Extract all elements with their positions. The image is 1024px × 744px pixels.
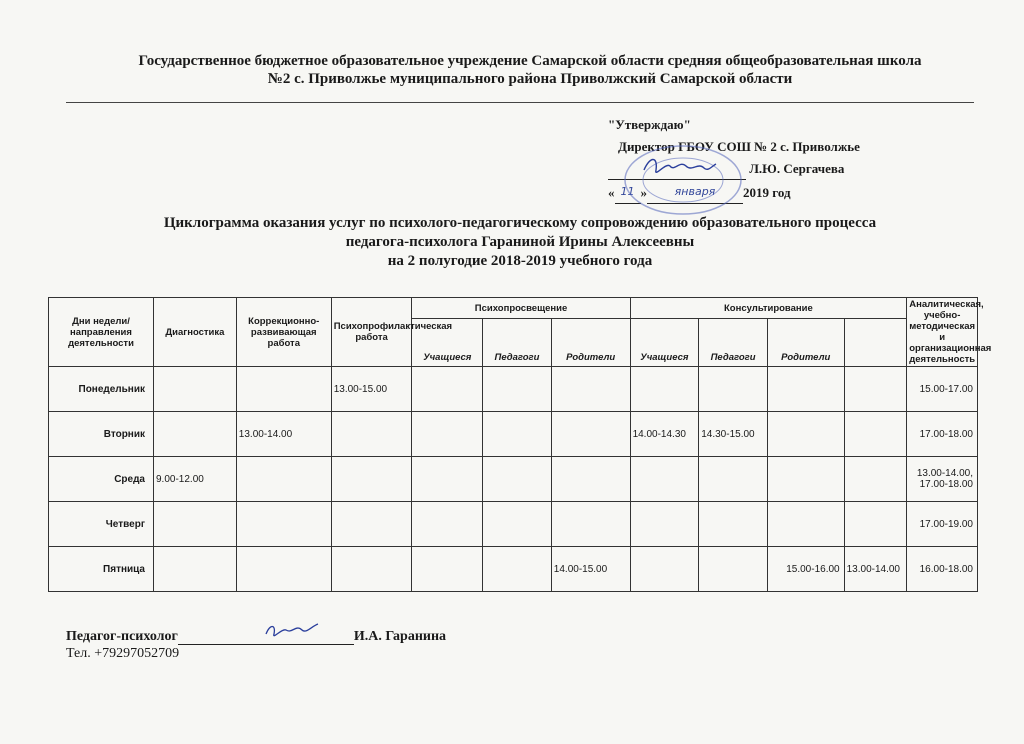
- table-cell: 15.00-16.00: [767, 547, 844, 592]
- table-cell: [331, 547, 412, 592]
- table-cell: 14.00-15.00: [551, 547, 630, 592]
- day-cell: Вторник: [49, 412, 154, 457]
- document-title: [100, 214, 940, 271]
- table-cell: 9.00-12.00: [154, 457, 237, 502]
- table-cell: 13.00-14.00: [236, 412, 331, 457]
- table-cell: [331, 502, 412, 547]
- director-title: Директор ГБОУ СОШ № 2 с. Приволжье: [618, 139, 860, 154]
- footer-block: [66, 628, 446, 662]
- table-cell: [483, 412, 552, 457]
- table-cell: [236, 502, 331, 547]
- date-open-quote: «: [608, 185, 615, 200]
- organization-header: [80, 52, 980, 88]
- header-consulting-students: Учащиеся: [630, 319, 699, 367]
- header-correction: Коррекционно-развивающая работа: [236, 298, 331, 367]
- table-cell: [630, 457, 699, 502]
- table-cell: [331, 457, 412, 502]
- footer-signature-line: [66, 628, 446, 645]
- table-cell: [412, 502, 483, 547]
- table-row: [49, 457, 978, 502]
- table-cell: 13.00-14.00, 17.00-18.00: [907, 457, 978, 502]
- table-cell: [154, 502, 237, 547]
- header-education-teachers: Педагоги: [483, 319, 552, 367]
- psychologist-signature-icon: [262, 618, 322, 642]
- date-close-quote: »: [640, 185, 647, 200]
- header-consulting-parents: Родители: [767, 319, 844, 367]
- table-row: [49, 412, 978, 457]
- approval-label: "Утверждаю": [608, 117, 691, 132]
- table-cell: [551, 502, 630, 547]
- table-cell: [236, 367, 331, 412]
- date-day: 11: [620, 185, 635, 198]
- table-cell: [483, 367, 552, 412]
- organization-line-2: №2 с. Приволжье муниципального района Приволжский Самарской области: [267, 71, 793, 87]
- table-cell: [154, 547, 237, 592]
- table-cell: [699, 457, 768, 502]
- table-cell: [154, 412, 237, 457]
- director-signature-icon: [640, 152, 720, 180]
- table-row: [49, 502, 978, 547]
- header-consulting-teachers: Педагоги: [699, 319, 768, 367]
- table-cell: [412, 412, 483, 457]
- table-cell: [767, 412, 844, 457]
- table-cell: [767, 457, 844, 502]
- table-cell: [844, 367, 907, 412]
- table-cell: [699, 367, 768, 412]
- table-cell: 17.00-18.00: [907, 412, 978, 457]
- table-cell: [483, 457, 552, 502]
- table-cell: [844, 457, 907, 502]
- header-divider: [66, 102, 974, 103]
- footer-phone: Тел. +79297052709: [66, 646, 180, 661]
- table-cell: [483, 502, 552, 547]
- footer-position: Педагог-психолог: [66, 629, 178, 644]
- table-cell: 14.30-15.00: [699, 412, 768, 457]
- footer-name: И.А. Гаранина: [353, 629, 447, 644]
- table-cell: [551, 412, 630, 457]
- table-cell: [551, 367, 630, 412]
- table-cell: [630, 367, 699, 412]
- table-cell: [767, 367, 844, 412]
- table-row: [49, 367, 978, 412]
- table-cell: [331, 412, 412, 457]
- table-cell: 15.00-17.00: [907, 367, 978, 412]
- table-cell: [154, 367, 237, 412]
- table-cell: 13.00-14.00: [844, 547, 907, 592]
- title-line-2: педагога-психолога Гараниной Ирины Алексеевны: [345, 234, 695, 250]
- schedule-table: [48, 297, 992, 592]
- table-cell: [630, 502, 699, 547]
- table-cell: [699, 502, 768, 547]
- table-cell: 13.00-15.00: [331, 367, 412, 412]
- header-consulting: Консультирование: [630, 298, 907, 319]
- header-prevention: Психопрофилактическая работа: [331, 298, 412, 367]
- table-cell: [412, 457, 483, 502]
- date-year: 2019 год: [743, 185, 791, 200]
- table-cell: [236, 547, 331, 592]
- table-cell: [699, 547, 768, 592]
- table-cell: [236, 457, 331, 502]
- day-cell: Среда: [49, 457, 154, 502]
- table-cell: [844, 412, 907, 457]
- title-line-1: Циклограмма оказания услуг по психолого-педагогическому сопровождению образовательного процесса: [163, 215, 877, 231]
- day-cell: Четверг: [49, 502, 154, 547]
- date-month: января: [674, 185, 716, 198]
- director-name: Л.Ю. Сергачева: [749, 161, 845, 176]
- table-cell: [630, 547, 699, 592]
- header-education: Психопросвещение: [412, 298, 630, 319]
- header-consulting-extra: [844, 319, 907, 367]
- table-cell: 17.00-19.00: [907, 502, 978, 547]
- table-cell: 14.00-14.30: [630, 412, 699, 457]
- table-cell: [551, 457, 630, 502]
- table-cell: [412, 547, 483, 592]
- table-cell: [483, 547, 552, 592]
- header-days: Дни недели/направления деятельности: [49, 298, 154, 367]
- table-cell: [844, 502, 907, 547]
- table-cell: 16.00-18.00: [907, 547, 978, 592]
- title-line-3: на 2 полугодие 2018-2019 учебного года: [387, 253, 653, 269]
- day-cell: Пятница: [49, 547, 154, 592]
- header-diagnostics: Диагностика: [154, 298, 237, 367]
- header-analytics: Аналитическая, учебно-методическая и организационная деятельность: [907, 298, 978, 367]
- organization-line-1: Государственное бюджетное образовательное учреждение Самарской области средняя общеобразовательная школа: [138, 53, 922, 69]
- header-education-parents: Родители: [551, 319, 630, 367]
- table-cell: [767, 502, 844, 547]
- table-cell: [412, 367, 483, 412]
- day-cell: Понедельник: [49, 367, 154, 412]
- table-row: [49, 547, 978, 592]
- header-education-students: Учащиеся: [412, 319, 483, 367]
